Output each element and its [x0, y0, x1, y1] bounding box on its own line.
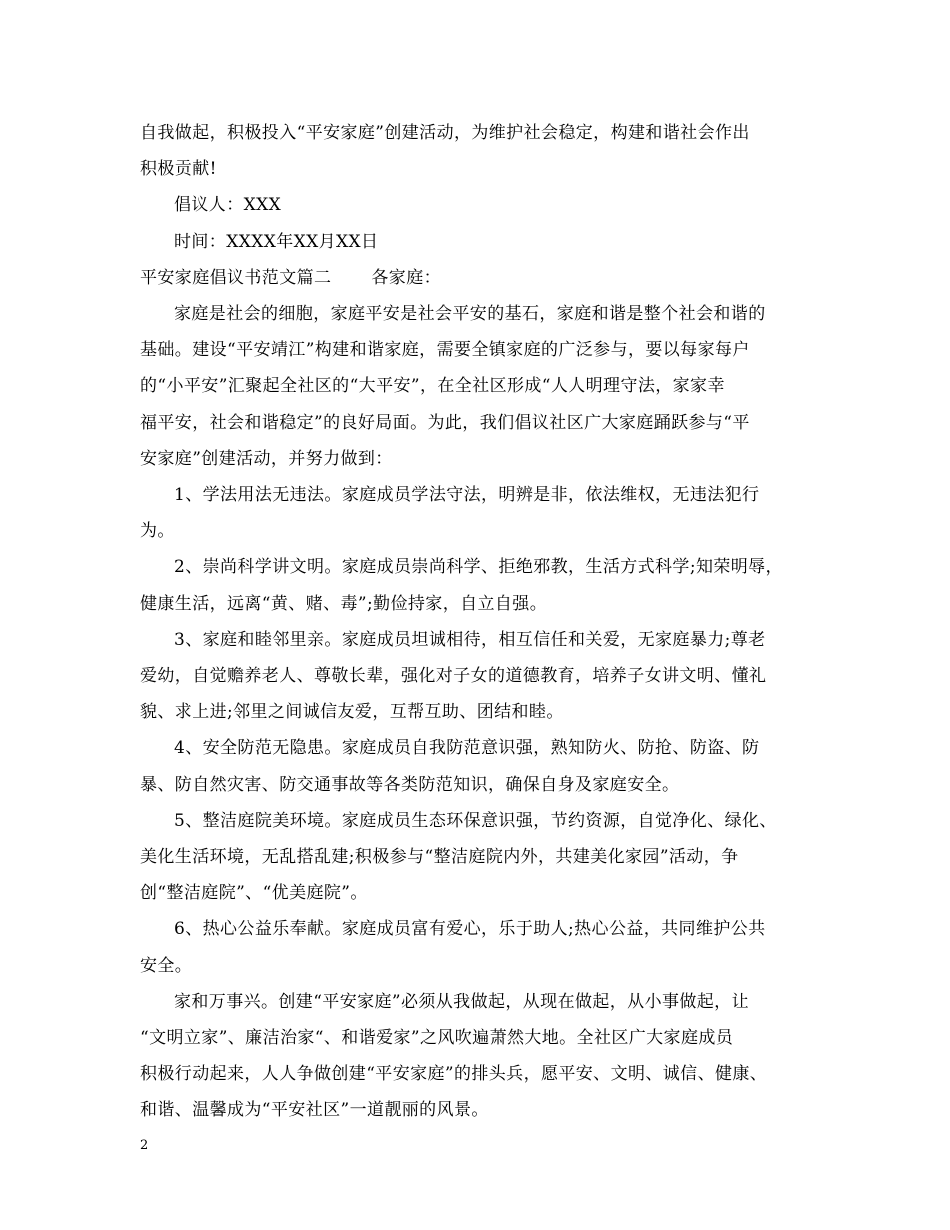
paragraph-text-line: 为。: [140, 521, 175, 542]
paragraph-text-line: “文明立家”、廉洁治家“、和谐爱家”之风吹遍萧然大地。全社区广大家庭成员: [140, 1028, 734, 1049]
document-body: [140, 115, 820, 1129]
paragraph-text-line: 1、学法用法无违法。家庭成员学法守法，明辨是非，依法维权，无违法犯行: [174, 485, 760, 506]
section-heading: [140, 260, 820, 296]
page-number: 2: [140, 1138, 149, 1153]
paragraph-text-line: 4、安全防范无隐患。家庭成员自我防范意识强，熟知防火、防抢、防盗、防: [174, 738, 760, 759]
paragraph-text-line: 健康生活，远离“黄、赌、毒”;勤俭持家，自立自强。: [140, 593, 548, 614]
paragraph-text-line: 积极行动起来，人人争做创建“平安家庭”的排头兵，愿平安、文明、诚信、健康、: [140, 1064, 768, 1085]
paragraph-text-line: 貌、求上进;邻里之间诚信友爱，互帮互助、团结和睦。: [140, 702, 564, 723]
section-title: 平安家庭倡议书范文篇二: [140, 267, 332, 288]
paragraph-text-line: 5、整洁庭院美环境。家庭成员生态环保意识强，节约资源，自觉净化、绿化、: [174, 810, 777, 831]
salutation: 各家庭：: [371, 267, 442, 288]
paragraph-text-line: 2、崇尚科学讲文明。家庭成员崇尚科学、拒绝邪教，生活方式科学;知荣明辱，: [174, 557, 783, 578]
paragraph-text-line: 家庭是社会的细胞，家庭平安是社会平安的基石，家庭和谐是整个社会和谐的: [174, 304, 766, 325]
paragraph-text-line: 美化生活环境，无乱搭乱建;积极参与“整洁庭院内外，共建美化家园”活动，争: [140, 847, 739, 868]
paragraph-text-line: 安全。: [140, 955, 193, 976]
opening-text-line: 倡议人：XXX: [174, 195, 282, 216]
paragraph-text-line: 福平安，社会和谐稳定”的良好局面。为此，我们倡议社区广大家庭踊跃参与“平: [140, 412, 750, 433]
opening-text-line: 自我做起，积极投入“平安家庭”创建活动，为维护社会稳定，构建和谐社会作出: [140, 123, 750, 143]
paragraph-text-line: 家和万事兴。创建“平安家庭”必须从我做起，从现在做起，从小事做起，让: [174, 991, 749, 1012]
opening-text-line: 积极贡献!: [140, 159, 217, 180]
body-text: [140, 296, 820, 1129]
paragraph-text-line: 和谐、温馨成为“平安社区”一道靓丽的风景。: [140, 1100, 489, 1121]
opening-lines: [140, 115, 820, 260]
paragraph-text-line: 暴、防自然灾害、防交通事故等各类防范知识，确保自身及家庭安全。: [140, 774, 680, 795]
paragraph-text-line: 的“小平安”汇聚起全社区的“大平安”，在全社区形成“人人明理守法，家家幸: [140, 376, 725, 397]
opening-text-line: 时间：XXXX年XX月XX日: [174, 231, 379, 252]
paragraph-text-line: 基础。建设“平安靖江”构建和谐家庭，需要全镇家庭的广泛参与，要以每家每户: [140, 340, 750, 361]
paragraph-text-line: 6、热心公益乐奉献。家庭成员富有爱心，乐于助人;热心公益，共同维护公共: [174, 919, 766, 940]
paragraph-text-line: 3、家庭和睦邻里亲。家庭成员坦诚相待，相互信任和关爱，无家庭暴力;尊老: [174, 629, 766, 650]
paragraph-text-line: 创“整洁庭院”、“优美庭院”。: [140, 883, 368, 904]
paragraph-text-line: 安家庭”创建活动，并努力做到：: [140, 448, 393, 469]
paragraph-text-line: 爱幼，自觉赡养老人、尊敬长辈，强化对子女的道德教育，培养子女讲文明、懂礼: [140, 666, 767, 687]
